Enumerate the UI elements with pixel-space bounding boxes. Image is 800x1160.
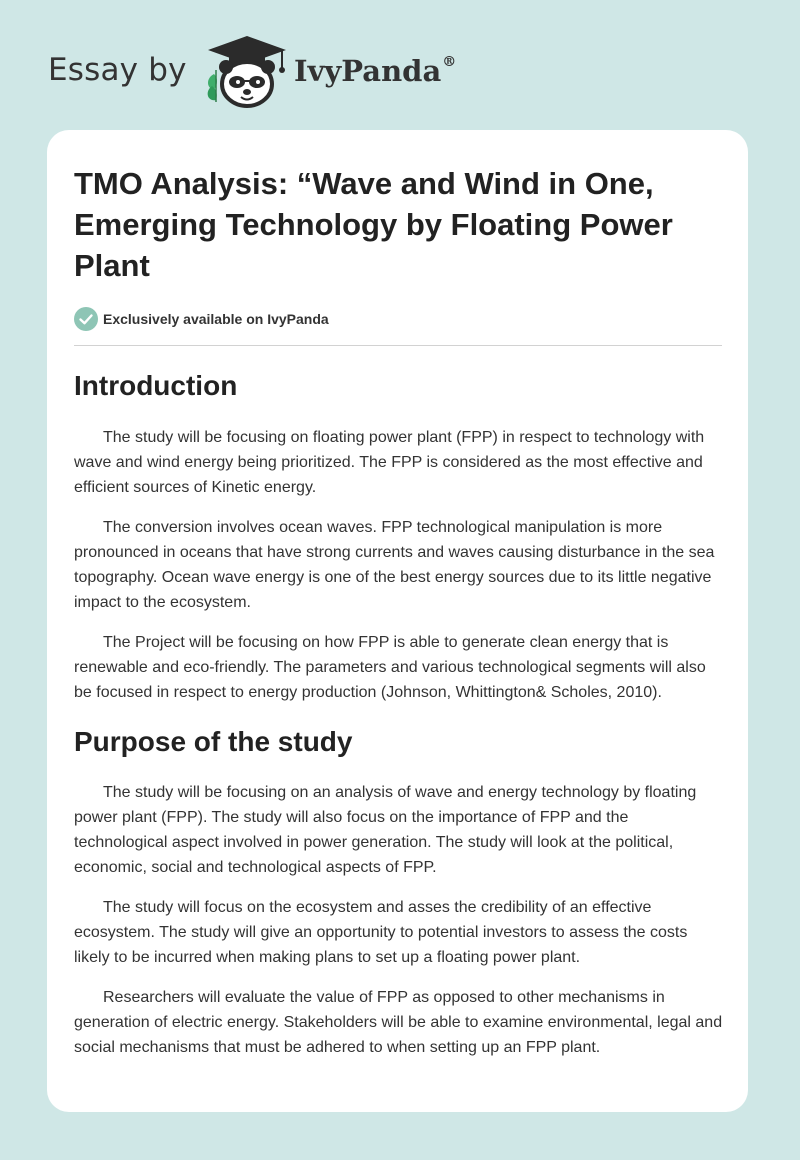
essay-body xyxy=(74,364,726,1075)
paragraph: The conversion involves ocean waves. FPP technological manipulation is more pronounced in oceans that have strong currents and waves causing disturbance in the sea topography. Ocean wave energy is one of the best energy sources due to its little negative impact to the ecosystem. xyxy=(74,519,715,611)
paragraph: The study will be focusing on an analysis of wave and energy technology by floating power plant (FPP). The study will also focus on the importance of FPP and the technological aspect involved in power generation. The study will look at the political, economic, social and technological aspects of FPP. xyxy=(74,784,697,876)
brand-name: IvyPanda® xyxy=(294,54,457,88)
exclusive-badge xyxy=(74,306,329,332)
essay-title: TMO Analysis: “Wave and Wind in One, Emerging Technology by Floating Power Plant xyxy=(74,166,673,283)
brand-prefix: Essay by xyxy=(48,52,187,88)
essay-card xyxy=(47,130,748,1112)
paragraph: The study will be focusing on floating power plant (FPP) in respect to technology with wave and wind energy being prioritized. The FPP is considered as the most effective and efficient sources of Kinetic energy. xyxy=(74,429,705,496)
panda-logo-icon xyxy=(202,34,292,110)
title-divider xyxy=(74,345,722,346)
paragraph: Researchers will evaluate the value of FPP as opposed to other mechanisms in generation of electric energy. Stakeholders will be able to examine environmental, legal and social mechanisms that must be adhered to when setting up an FPP plant. xyxy=(74,989,723,1056)
check-circle-icon xyxy=(74,307,98,331)
brand-header xyxy=(48,30,508,110)
paragraph: The Project will be focusing on how FPP is able to generate clean energy that is renewable and eco-friendly. The parameters and various technological segments will also be focused in respect to energy production (Johnson, Whittington& Scholes, 2010). xyxy=(74,634,706,701)
badge-label: Exclusively available on IvyPanda xyxy=(103,311,329,327)
paragraph: The study will focus on the ecosystem and asses the credibility of an effective ecosystem. The study will give an opportunity to potential investors to assess the costs likely to be incurred when making plans to set up a floating power plant. xyxy=(74,899,688,966)
section-heading-purpose: Purpose of the study xyxy=(74,726,353,757)
registered-mark: ® xyxy=(442,54,457,71)
section-heading-introduction: Introduction xyxy=(74,370,238,401)
